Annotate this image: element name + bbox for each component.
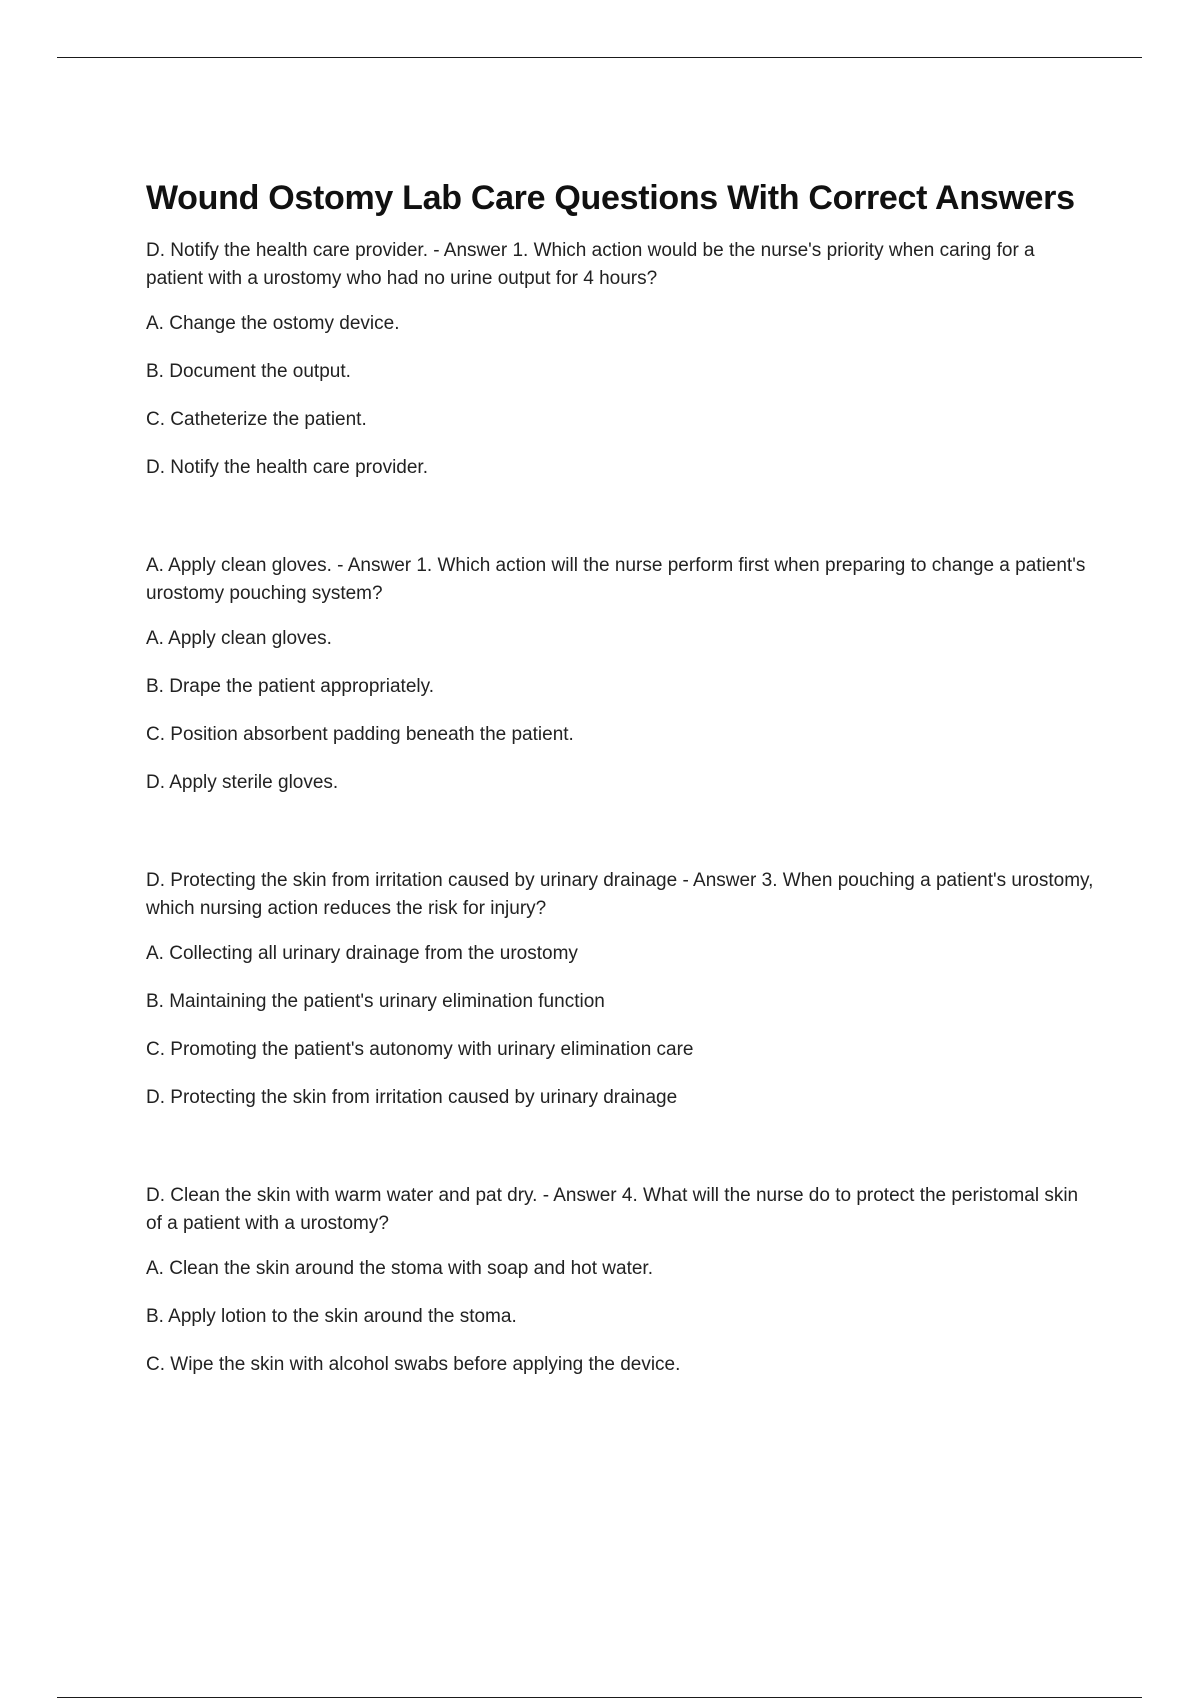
answer-option-a: A. Clean the skin around the stoma with soap and hot water. [146,1258,653,1279]
question-text: A. Apply clean gloves. - Answer 1. Which action will the nurse perform first when preparing to change a patient's urostomy pouching system? [146,555,1086,604]
top-rule [57,57,1142,58]
answer-option-a: A. Collecting all urinary drainage from the urostomy [146,943,578,964]
question-block-1 [146,237,1096,482]
answer-options [146,1255,1096,1379]
question-block-3 [146,867,1096,1112]
question-block-4 [146,1182,1096,1379]
question-block-2 [146,552,1096,797]
answer-options [146,940,1096,1112]
answer-option-c: C. Position absorbent padding beneath the patient. [146,724,574,745]
answer-option-b: B. Apply lotion to the skin around the stoma. [146,1306,517,1327]
answer-option-c: C. Wipe the skin with alcohol swabs before applying the device. [146,1354,681,1375]
answer-option-a: A. Change the ostomy device. [146,313,400,334]
page-title: Wound Ostomy Lab Care Questions With Correct Answers [146,179,1075,217]
answer-option-b: B. Maintaining the patient's urinary elimination function [146,991,605,1012]
answer-option-b: B. Drape the patient appropriately. [146,676,434,697]
question-text: D. Protecting the skin from irritation caused by urinary drainage - Answer 3. When pouching a patient's urostomy, which nursing action reduces the risk for injury? [146,870,1094,919]
document-body [146,179,1096,1379]
answer-options [146,625,1096,797]
bottom-rule [57,1697,1142,1698]
answer-option-a: A. Apply clean gloves. [146,628,332,649]
answer-option-d: D. Notify the health care provider. [146,457,428,478]
question-text: D. Clean the skin with warm water and pat dry. - Answer 4. What will the nurse do to protect the peristomal skin of a patient with a urostomy? [146,1185,1079,1234]
answer-option-c: C. Promoting the patient's autonomy with urinary elimination care [146,1039,694,1060]
answer-option-d: D. Protecting the skin from irritation caused by urinary drainage [146,1087,678,1108]
answer-option-c: C. Catheterize the patient. [146,409,367,430]
answer-options [146,310,1096,482]
question-text: D. Notify the health care provider. - Answer 1. Which action would be the nurse's priority when caring for a patient with a urostomy who had no urine output for 4 hours? [146,240,1035,289]
answer-option-b: B. Document the output. [146,361,351,382]
answer-option-d: D. Apply sterile gloves. [146,772,339,793]
